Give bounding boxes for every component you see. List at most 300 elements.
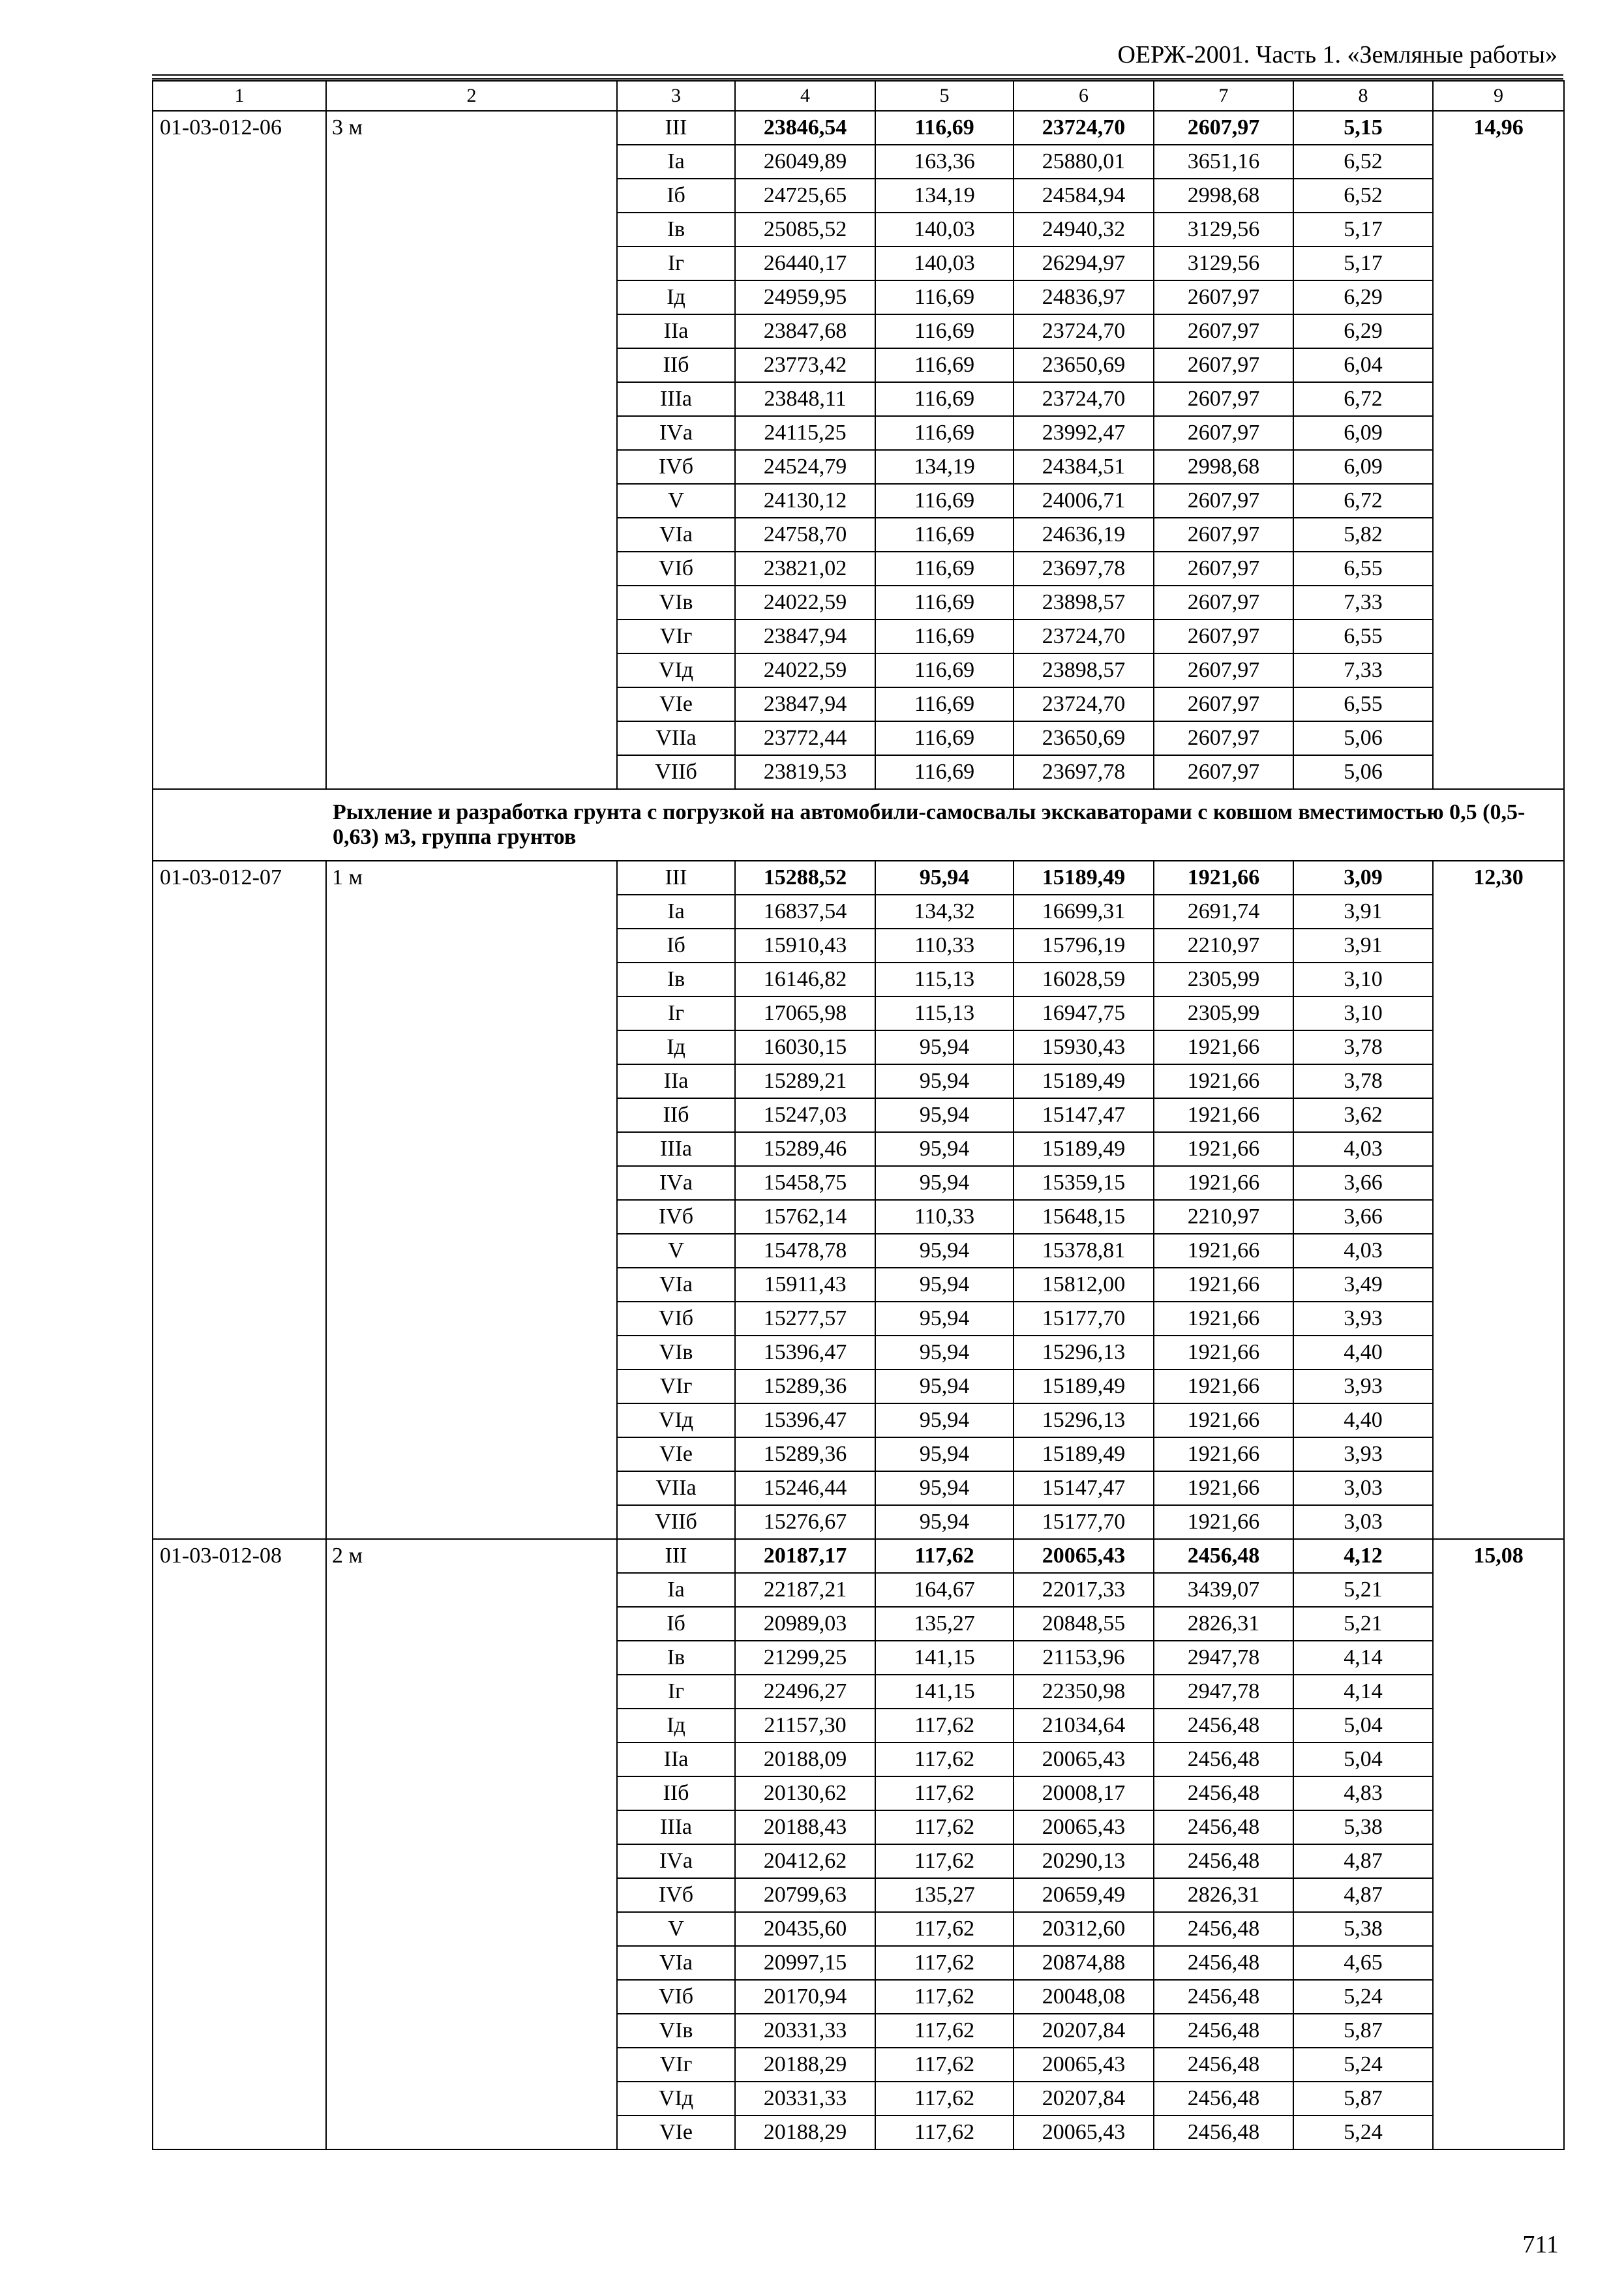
column-number: 2 (326, 81, 617, 111)
value-cell: 1921,66 (1154, 861, 1293, 895)
value-cell: 116,69 (875, 721, 1014, 755)
value-cell: 1921,66 (1154, 1166, 1293, 1200)
value-cell: 1921,66 (1154, 1302, 1293, 1336)
value-cell: 5,82 (1293, 518, 1433, 552)
value-cell: 15378,81 (1014, 1234, 1154, 1268)
soil-group-cell: Iд (617, 1709, 735, 1743)
value-cell: 134,19 (875, 450, 1014, 484)
value-cell: 20848,55 (1014, 1607, 1154, 1641)
value-cell: 15762,14 (735, 1200, 875, 1234)
value-cell: 3,10 (1293, 996, 1433, 1030)
value-cell: 24384,51 (1014, 450, 1154, 484)
value-cell: 141,15 (875, 1641, 1014, 1675)
column-number: 1 (153, 81, 326, 111)
value-cell: 6,52 (1293, 179, 1433, 213)
value-cell: 23819,53 (735, 755, 875, 789)
value-cell: 20065,43 (1014, 1539, 1154, 1573)
value-cell: 3,62 (1293, 1098, 1433, 1132)
rate-code: 01-03-012-06 (153, 111, 326, 789)
value-cell: 23898,57 (1014, 586, 1154, 620)
value-cell: 117,62 (875, 1776, 1014, 1810)
soil-group-cell: V (617, 1234, 735, 1268)
value-cell: 2607,97 (1154, 552, 1293, 586)
value-cell: 2456,48 (1154, 2116, 1293, 2149)
value-cell: 6,72 (1293, 484, 1433, 518)
value-cell: 15930,43 (1014, 1030, 1154, 1064)
value-cell: 15177,70 (1014, 1302, 1154, 1336)
value-cell: 3,66 (1293, 1166, 1433, 1200)
table-row (153, 861, 1564, 895)
value-cell: 2456,48 (1154, 1743, 1293, 1776)
value-cell: 3,66 (1293, 1200, 1433, 1234)
value-cell: 16146,82 (735, 963, 875, 996)
value-cell: 95,94 (875, 1098, 1014, 1132)
column-number: 3 (617, 81, 735, 111)
rate-code: 01-03-012-07 (153, 861, 326, 1539)
value-cell: 20312,60 (1014, 1912, 1154, 1946)
value-cell: 20188,43 (735, 1810, 875, 1844)
value-cell: 140,03 (875, 247, 1014, 280)
value-cell: 15911,43 (735, 1268, 875, 1302)
rate-parameter: 2 м (326, 1539, 617, 2149)
value-cell: 1921,66 (1154, 1064, 1293, 1098)
value-cell: 5,21 (1293, 1573, 1433, 1607)
value-cell: 21153,96 (1014, 1641, 1154, 1675)
value-cell: 5,24 (1293, 2116, 1433, 2149)
value-cell: 1921,66 (1154, 1437, 1293, 1471)
soil-group-cell: VIг (617, 2048, 735, 2082)
value-cell: 20130,62 (735, 1776, 875, 1810)
value-cell: 117,62 (875, 1844, 1014, 1878)
value-cell: 4,87 (1293, 1878, 1433, 1912)
value-cell: 20207,84 (1014, 2082, 1154, 2116)
value-cell: 117,62 (875, 1709, 1014, 1743)
value-cell: 6,72 (1293, 382, 1433, 416)
value-cell: 20065,43 (1014, 1743, 1154, 1776)
value-cell: 95,94 (875, 1132, 1014, 1166)
value-cell: 23650,69 (1014, 348, 1154, 382)
labor-cost-cell: 15,08 (1433, 1539, 1564, 2149)
value-cell: 20207,84 (1014, 2014, 1154, 2048)
value-cell: 2691,74 (1154, 895, 1293, 929)
soil-group-cell: Iб (617, 929, 735, 963)
soil-group-cell: VIIб (617, 1505, 735, 1539)
value-cell: 22496,27 (735, 1675, 875, 1709)
value-cell: 5,87 (1293, 2082, 1433, 2116)
soil-group-cell: VIг (617, 1369, 735, 1403)
value-cell: 5,38 (1293, 1912, 1433, 1946)
value-cell: 23724,70 (1014, 687, 1154, 721)
soil-group-cell: VIв (617, 1336, 735, 1369)
value-cell: 21034,64 (1014, 1709, 1154, 1743)
value-cell: 135,27 (875, 1607, 1014, 1641)
value-cell: 5,24 (1293, 2048, 1433, 2082)
soil-group-cell: IIб (617, 1776, 735, 1810)
value-cell: 20659,49 (1014, 1878, 1154, 1912)
soil-group-cell: V (617, 484, 735, 518)
value-cell: 6,55 (1293, 687, 1433, 721)
value-cell: 16837,54 (735, 895, 875, 929)
value-cell: 4,65 (1293, 1946, 1433, 1980)
value-cell: 2607,97 (1154, 586, 1293, 620)
value-cell: 5,04 (1293, 1709, 1433, 1743)
soil-group-cell: VIб (617, 1980, 735, 2014)
soil-group-cell: IIб (617, 1098, 735, 1132)
value-cell: 20412,62 (735, 1844, 875, 1878)
soil-group-cell: VIб (617, 1302, 735, 1336)
value-cell: 20799,63 (735, 1878, 875, 1912)
value-cell: 117,62 (875, 1743, 1014, 1776)
value-cell: 23724,70 (1014, 382, 1154, 416)
value-cell: 5,38 (1293, 1810, 1433, 1844)
value-cell: 5,15 (1293, 111, 1433, 145)
value-cell: 2607,97 (1154, 484, 1293, 518)
value-cell: 5,06 (1293, 721, 1433, 755)
value-cell: 2210,97 (1154, 1200, 1293, 1234)
soil-group-cell: IVб (617, 1878, 735, 1912)
value-cell: 117,62 (875, 1539, 1014, 1573)
value-cell: 24959,95 (735, 280, 875, 314)
value-cell: 20435,60 (735, 1912, 875, 1946)
value-cell: 116,69 (875, 755, 1014, 789)
value-cell: 2607,97 (1154, 348, 1293, 382)
value-cell: 22017,33 (1014, 1573, 1154, 1607)
soil-group-cell: VIIа (617, 721, 735, 755)
value-cell: 15296,13 (1014, 1403, 1154, 1437)
value-cell: 15796,19 (1014, 929, 1154, 963)
soil-group-cell: IVа (617, 1166, 735, 1200)
value-cell: 2947,78 (1154, 1641, 1293, 1675)
value-cell: 116,69 (875, 314, 1014, 348)
column-number: 7 (1154, 81, 1293, 111)
value-cell: 95,94 (875, 861, 1014, 895)
value-cell: 95,94 (875, 1505, 1014, 1539)
value-cell: 15189,49 (1014, 1132, 1154, 1166)
value-cell: 5,87 (1293, 2014, 1433, 2048)
value-cell: 1921,66 (1154, 1505, 1293, 1539)
table-body (153, 111, 1564, 2149)
value-cell: 3,93 (1293, 1437, 1433, 1471)
soil-group-cell: Iд (617, 1030, 735, 1064)
column-number: 8 (1293, 81, 1433, 111)
value-cell: 4,87 (1293, 1844, 1433, 1878)
value-cell: 15189,49 (1014, 861, 1154, 895)
value-cell: 2607,97 (1154, 416, 1293, 450)
soil-group-cell: VIIа (617, 1471, 735, 1505)
value-cell: 20008,17 (1014, 1776, 1154, 1810)
header-rule (152, 78, 1563, 80)
value-cell: 24758,70 (735, 518, 875, 552)
value-cell: 2607,97 (1154, 755, 1293, 789)
column-number: 5 (875, 81, 1014, 111)
value-cell: 3,93 (1293, 1369, 1433, 1403)
table-header (153, 81, 1564, 111)
soil-group-cell: IIIа (617, 1132, 735, 1166)
value-cell: 17065,98 (735, 996, 875, 1030)
value-cell: 5,06 (1293, 755, 1433, 789)
rate-code: 01-03-012-08 (153, 1539, 326, 2149)
column-number: 9 (1433, 81, 1564, 111)
value-cell: 1921,66 (1154, 1132, 1293, 1166)
value-cell: 95,94 (875, 1403, 1014, 1437)
soil-group-cell: VIд (617, 653, 735, 687)
value-cell: 20065,43 (1014, 1810, 1154, 1844)
value-cell: 2607,97 (1154, 653, 1293, 687)
soil-group-cell: Iв (617, 1641, 735, 1675)
value-cell: 15247,03 (735, 1098, 875, 1132)
value-cell: 95,94 (875, 1268, 1014, 1302)
table-row (153, 1539, 1564, 1573)
value-cell: 116,69 (875, 416, 1014, 450)
value-cell: 3,03 (1293, 1505, 1433, 1539)
value-cell: 115,13 (875, 996, 1014, 1030)
rate-parameter: 3 м (326, 111, 617, 789)
soil-group-cell: Iа (617, 895, 735, 929)
value-cell: 2607,97 (1154, 687, 1293, 721)
value-cell: 3,49 (1293, 1268, 1433, 1302)
value-cell: 95,94 (875, 1030, 1014, 1064)
value-cell: 23697,78 (1014, 755, 1154, 789)
value-cell: 15812,00 (1014, 1268, 1154, 1302)
section-heading: Рыхление и разработка грунта с погрузкой на автомобили-самосвалы экскаваторами с ковшом вместимостью 0,5 (0,5-0,63) м3, группа грунтов (326, 789, 1564, 861)
section-spacer (153, 789, 326, 861)
value-cell: 3,78 (1293, 1030, 1433, 1064)
soil-group-cell: III (617, 111, 735, 145)
soil-group-cell: VIв (617, 586, 735, 620)
soil-group-cell: IIIа (617, 1810, 735, 1844)
value-cell: 117,62 (875, 1810, 1014, 1844)
soil-group-cell: VIд (617, 2082, 735, 2116)
value-cell: 6,55 (1293, 552, 1433, 586)
value-cell: 24022,59 (735, 586, 875, 620)
soil-group-cell: VIе (617, 1437, 735, 1471)
value-cell: 1921,66 (1154, 1403, 1293, 1437)
value-cell: 95,94 (875, 1369, 1014, 1403)
value-cell: 140,03 (875, 213, 1014, 247)
value-cell: 2607,97 (1154, 111, 1293, 145)
value-cell: 15147,47 (1014, 1471, 1154, 1505)
value-cell: 4,83 (1293, 1776, 1433, 1810)
soil-group-cell: VIIб (617, 755, 735, 789)
value-cell: 23848,11 (735, 382, 875, 416)
soil-group-cell: Iг (617, 1675, 735, 1709)
value-cell: 22350,98 (1014, 1675, 1154, 1709)
soil-group-cell: IVа (617, 1844, 735, 1878)
soil-group-cell: Iв (617, 213, 735, 247)
value-cell: 20188,09 (735, 1743, 875, 1776)
value-cell: 2607,97 (1154, 518, 1293, 552)
value-cell: 3,09 (1293, 861, 1433, 895)
value-cell: 24636,19 (1014, 518, 1154, 552)
table-row (153, 111, 1564, 145)
section-heading-row (153, 789, 1564, 861)
soil-group-cell: IVб (617, 450, 735, 484)
value-cell: 2456,48 (1154, 1912, 1293, 1946)
value-cell: 1921,66 (1154, 1369, 1293, 1403)
value-cell: 6,29 (1293, 314, 1433, 348)
soil-group-cell: IVа (617, 416, 735, 450)
soil-group-cell: VIв (617, 2014, 735, 2048)
page-header-title: ОЕРЖ-2001. Часть 1. «Земляные работы» (1117, 41, 1557, 68)
value-cell: 3,91 (1293, 929, 1433, 963)
value-cell: 15189,49 (1014, 1064, 1154, 1098)
value-cell: 21299,25 (735, 1641, 875, 1675)
value-cell: 2305,99 (1154, 963, 1293, 996)
value-cell: 117,62 (875, 2116, 1014, 2149)
value-cell: 95,94 (875, 1471, 1014, 1505)
value-cell: 2456,48 (1154, 2048, 1293, 2082)
value-cell: 3129,56 (1154, 247, 1293, 280)
value-cell: 20997,15 (735, 1946, 875, 1980)
value-cell: 20331,33 (735, 2014, 875, 2048)
value-cell: 15147,47 (1014, 1098, 1154, 1132)
soil-group-cell: Iб (617, 1607, 735, 1641)
value-cell: 5,21 (1293, 1607, 1433, 1641)
value-cell: 6,55 (1293, 620, 1433, 653)
value-cell: 20290,13 (1014, 1844, 1154, 1878)
value-cell: 22187,21 (735, 1573, 875, 1607)
value-cell: 24725,65 (735, 179, 875, 213)
value-cell: 5,17 (1293, 213, 1433, 247)
value-cell: 6,09 (1293, 416, 1433, 450)
value-cell: 2947,78 (1154, 1675, 1293, 1709)
value-cell: 15189,49 (1014, 1437, 1154, 1471)
value-cell: 134,32 (875, 895, 1014, 929)
soil-group-cell: III (617, 1539, 735, 1573)
value-cell: 2456,48 (1154, 1810, 1293, 1844)
value-cell: 2607,97 (1154, 721, 1293, 755)
value-cell: 2456,48 (1154, 1946, 1293, 1980)
soil-group-cell: VIе (617, 2116, 735, 2149)
value-cell: 135,27 (875, 1878, 1014, 1912)
value-cell: 15289,36 (735, 1369, 875, 1403)
value-cell: 24524,79 (735, 450, 875, 484)
soil-group-cell: VIг (617, 620, 735, 653)
value-cell: 164,67 (875, 1573, 1014, 1607)
value-cell: 2456,48 (1154, 2014, 1293, 2048)
value-cell: 3,10 (1293, 963, 1433, 996)
value-cell: 4,40 (1293, 1336, 1433, 1369)
value-cell: 23847,68 (735, 314, 875, 348)
value-cell: 117,62 (875, 1912, 1014, 1946)
soil-group-cell: III (617, 861, 735, 895)
soil-group-cell: IVб (617, 1200, 735, 1234)
value-cell: 4,14 (1293, 1641, 1433, 1675)
soil-group-cell: VIа (617, 518, 735, 552)
value-cell: 110,33 (875, 929, 1014, 963)
value-cell: 4,14 (1293, 1675, 1433, 1709)
value-cell: 20989,03 (735, 1607, 875, 1641)
value-cell: 24584,94 (1014, 179, 1154, 213)
value-cell: 15246,44 (735, 1471, 875, 1505)
soil-group-cell: IIб (617, 348, 735, 382)
column-number-row (153, 81, 1564, 111)
column-number: 6 (1014, 81, 1154, 111)
value-cell: 23773,42 (735, 348, 875, 382)
value-cell: 20048,08 (1014, 1980, 1154, 2014)
value-cell: 110,33 (875, 1200, 1014, 1234)
soil-group-cell: Iв (617, 963, 735, 996)
value-cell: 16947,75 (1014, 996, 1154, 1030)
value-cell: 23650,69 (1014, 721, 1154, 755)
value-cell: 134,19 (875, 179, 1014, 213)
value-cell: 24836,97 (1014, 280, 1154, 314)
value-cell: 95,94 (875, 1437, 1014, 1471)
value-cell: 23772,44 (735, 721, 875, 755)
value-cell: 16028,59 (1014, 963, 1154, 996)
value-cell: 3129,56 (1154, 213, 1293, 247)
value-cell: 117,62 (875, 2014, 1014, 2048)
labor-cost-cell: 14,96 (1433, 111, 1564, 789)
value-cell: 1921,66 (1154, 1030, 1293, 1064)
soil-group-cell: Iа (617, 145, 735, 179)
value-cell: 116,69 (875, 382, 1014, 416)
value-cell: 23846,54 (735, 111, 875, 145)
value-cell: 15648,15 (1014, 1200, 1154, 1234)
value-cell: 95,94 (875, 1166, 1014, 1200)
value-cell: 117,62 (875, 2048, 1014, 2082)
soil-group-cell: Iг (617, 247, 735, 280)
value-cell: 116,69 (875, 586, 1014, 620)
value-cell: 15189,49 (1014, 1369, 1154, 1403)
soil-group-cell: IIа (617, 314, 735, 348)
value-cell: 1921,66 (1154, 1234, 1293, 1268)
header-rule (152, 74, 1563, 76)
value-cell: 116,69 (875, 653, 1014, 687)
soil-group-cell: VIа (617, 1268, 735, 1302)
value-cell: 95,94 (875, 1302, 1014, 1336)
soil-group-cell: IIа (617, 1743, 735, 1776)
value-cell: 15276,67 (735, 1505, 875, 1539)
value-cell: 15396,47 (735, 1336, 875, 1369)
value-cell: 2456,48 (1154, 1844, 1293, 1878)
soil-group-cell: VIа (617, 1946, 735, 1980)
value-cell: 2456,48 (1154, 1776, 1293, 1810)
value-cell: 25085,52 (735, 213, 875, 247)
value-cell: 117,62 (875, 1980, 1014, 2014)
value-cell: 20065,43 (1014, 2048, 1154, 2082)
value-cell: 16699,31 (1014, 895, 1154, 929)
value-cell: 3,93 (1293, 1302, 1433, 1336)
value-cell: 23847,94 (735, 687, 875, 721)
soil-group-cell: VIд (617, 1403, 735, 1437)
value-cell: 23697,78 (1014, 552, 1154, 586)
value-cell: 5,17 (1293, 247, 1433, 280)
value-cell: 26440,17 (735, 247, 875, 280)
value-cell: 23724,70 (1014, 620, 1154, 653)
value-cell: 95,94 (875, 1336, 1014, 1369)
value-cell: 2210,97 (1154, 929, 1293, 963)
value-cell: 116,69 (875, 111, 1014, 145)
value-cell: 141,15 (875, 1675, 1014, 1709)
value-cell: 4,03 (1293, 1234, 1433, 1268)
value-cell: 95,94 (875, 1234, 1014, 1268)
value-cell: 163,36 (875, 145, 1014, 179)
value-cell: 20188,29 (735, 2116, 875, 2149)
value-cell: 15478,78 (735, 1234, 875, 1268)
soil-group-cell: V (617, 1912, 735, 1946)
value-cell: 2998,68 (1154, 450, 1293, 484)
value-cell: 24006,71 (1014, 484, 1154, 518)
value-cell: 7,33 (1293, 586, 1433, 620)
value-cell: 15296,13 (1014, 1336, 1154, 1369)
value-cell: 5,24 (1293, 1980, 1433, 2014)
price-table (152, 80, 1565, 2150)
value-cell: 23847,94 (735, 620, 875, 653)
soil-group-cell: IIIа (617, 382, 735, 416)
value-cell: 24022,59 (735, 653, 875, 687)
value-cell: 2456,48 (1154, 2082, 1293, 2116)
